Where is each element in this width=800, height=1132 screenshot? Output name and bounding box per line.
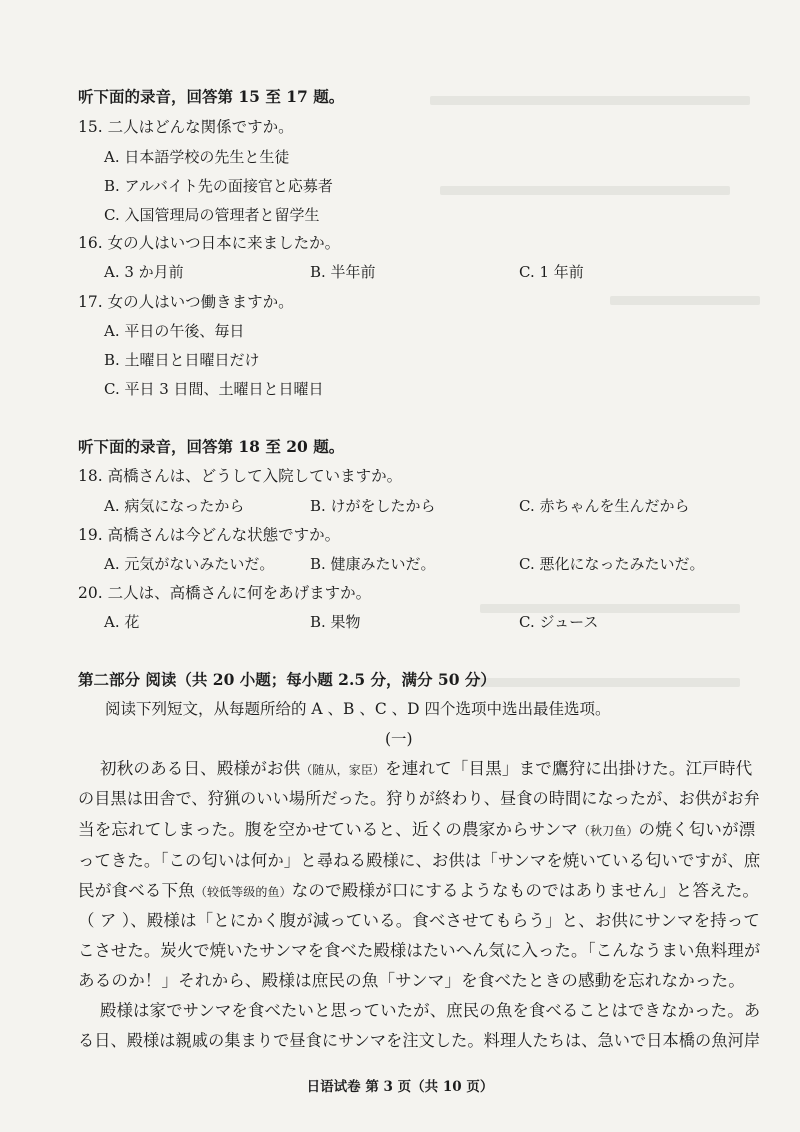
- q18-option-a: A. 病気になったから: [104, 497, 245, 515]
- passage-line: あるのか！」それから、殿様は庶民の魚「サンマ」を食べたときの感動を忘れなかった。: [78, 971, 745, 990]
- part2-instruction: 阅读下列短文，从每题所给的 A 、B 、C 、D 四个选项中选出最佳选项。: [105, 700, 611, 718]
- passage-line: 殿様は家でサンマを食べたいと思っていたが、庶民の魚を食べることはできなかった。あ: [100, 1001, 761, 1020]
- question-18: 18. 高橋さんは、どうして入院していますか。: [78, 467, 403, 485]
- passage-line: こさせた。炭火で焼いたサンマを食べた殿様はたいへん気に入った。「こんなうまい魚料理が: [78, 941, 761, 960]
- q15-option-b: B. アルバイト先の面接官と応募者: [104, 177, 333, 195]
- q19-option-c: C. 悪化になったみたいだ。: [519, 555, 705, 573]
- q16-option-b: B. 半年前: [310, 263, 376, 281]
- question-17: 17. 女の人はいつ働きますか。: [78, 293, 294, 311]
- q19-option-a: A. 元気がないみたいだ。: [104, 555, 275, 573]
- bleed-through-mark: [430, 96, 750, 105]
- section-instruction: 听下面的录音，回答第 18 至 20 题。: [78, 437, 345, 456]
- question-20: 20. 二人は、高橋さんに何をあげますか。: [78, 584, 372, 602]
- passage-text: の焼く匂いが漂: [638, 820, 756, 839]
- passage-line: [100, 758, 752, 781]
- q17-option-a: A. 平日の午後、毎日: [104, 322, 245, 340]
- passage-line: の目黒は田舎で、狩猟のいい場所だった。狩りが終わり、昼食の時間になったが、お供がお弁: [78, 789, 760, 808]
- bleed-through-mark: [610, 296, 760, 305]
- section-instruction: 听下面的录音，回答第 15 至 17 题。: [78, 87, 345, 106]
- q18-option-c: C. 赤ちゃんを生んだから: [519, 497, 690, 515]
- page-footer: 日语试卷 第 3 页（共 10 页）: [306, 1079, 494, 1095]
- q20-option-c: C. ジュース: [519, 613, 599, 631]
- passage-text: 民が食べる下魚: [78, 881, 195, 900]
- q17-option-c: C. 平日 3 日間、土曜日と日曜日: [104, 380, 324, 398]
- passage-line: [78, 880, 759, 903]
- bleed-through-mark: [440, 186, 730, 195]
- passage-text: 初秋のある日、殿様がお供: [100, 759, 301, 778]
- q16-option-c: C. 1 年前: [519, 263, 584, 281]
- question-16: 16. 女の人はいつ日本に来ましたか。: [78, 234, 341, 252]
- bleed-through-mark: [470, 678, 740, 687]
- q20-option-a: A. 花: [104, 613, 140, 631]
- q16-option-a: A. 3 か月前: [104, 263, 184, 281]
- passage-text: なので殿様が口にするようなものではありません」と答えた。: [291, 881, 760, 900]
- q17-option-b: B. 土曜日と日曜日だけ: [104, 351, 260, 369]
- gloss-note: （秋刀鱼）: [577, 824, 639, 838]
- gloss-note: （随从，家臣）: [300, 763, 386, 777]
- q15-option-c: C. 入国管理局の管理者と留学生: [104, 206, 320, 224]
- q15-option-a: A. 日本語学校の先生と生徒: [104, 148, 290, 166]
- passage-line: る日、殿様は親戚の集まりで昼食にサンマを注文した。料理人たちは、急いで日本橋の魚河岸: [78, 1031, 761, 1050]
- passage-line: ってきた。「この匂いは何か」と尋ねる殿様に、お供は「サンマを焼いている匂いですが、庶: [78, 851, 761, 870]
- question-19: 19. 高橋さんは今どんな状態ですか。: [78, 526, 341, 544]
- q18-option-b: B. けがをしたから: [310, 497, 436, 515]
- passage-line: （ ア ）、殿様は「とにかく腹が減っている。食べさせてもらう」と、お供にサンマを持って: [78, 911, 760, 930]
- question-15: 15. 二人はどんな関係ですか。: [78, 118, 294, 136]
- q19-option-b: B. 健康みたいだ。: [310, 555, 436, 573]
- part2-heading: 第二部分 阅读（共 20 小题；每小题 2.5 分，满分 50 分）: [78, 670, 496, 689]
- q20-option-b: B. 果物: [310, 613, 361, 631]
- gloss-note: （较低等级的鱼）: [194, 885, 292, 899]
- passage-number: (一): [385, 730, 413, 748]
- passage-text: 当を忘れてしまった。腹を空かせていると、近くの農家からサンマ: [78, 820, 578, 839]
- passage-line: [78, 819, 755, 842]
- passage-text: を連れて「目黒」まで鷹狩に出掛けた。江戸時代: [385, 759, 753, 778]
